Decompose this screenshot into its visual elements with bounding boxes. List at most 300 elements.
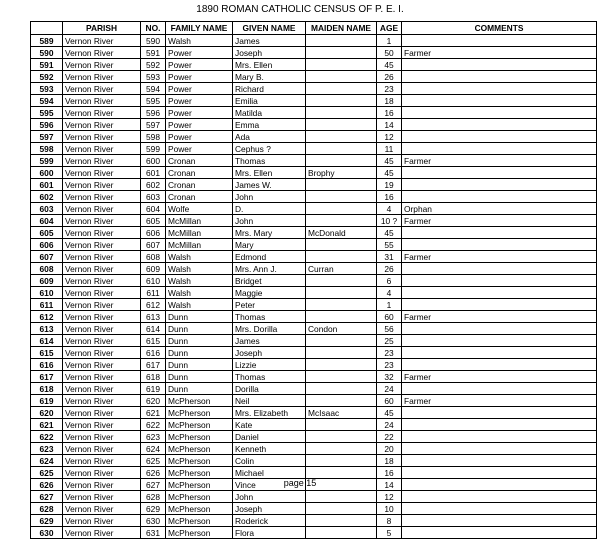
- page-number: page 15: [283, 478, 317, 488]
- cell-row-number: 609: [31, 275, 63, 287]
- cell-parish: Vernon River: [63, 179, 141, 191]
- table-row: [31, 395, 597, 407]
- cell-row-number: 591: [31, 59, 63, 71]
- cell-maiden-name: [306, 107, 377, 119]
- cell-comments: [402, 407, 597, 419]
- table-row: [31, 131, 597, 143]
- cell-maiden-name: [306, 35, 377, 47]
- cell-given-name: Maggie: [233, 287, 306, 299]
- table-row: [31, 239, 597, 251]
- cell-given-name: James: [233, 35, 306, 47]
- cell-no: 590: [141, 35, 166, 47]
- table-row: [31, 383, 597, 395]
- cell-comments: [402, 515, 597, 527]
- cell-family-name: McPherson: [166, 467, 233, 479]
- cell-age: 4: [377, 203, 402, 215]
- table-row: [31, 323, 597, 335]
- cell-given-name: Neil: [233, 395, 306, 407]
- cell-maiden-name: [306, 467, 377, 479]
- cell-row-number: 610: [31, 287, 63, 299]
- cell-maiden-name: [306, 275, 377, 287]
- table-row: [31, 203, 597, 215]
- cell-maiden-name: [306, 311, 377, 323]
- cell-family-name: Walsh: [166, 263, 233, 275]
- cell-age: 12: [377, 131, 402, 143]
- cell-no: 611: [141, 287, 166, 299]
- cell-row-number: 603: [31, 203, 63, 215]
- cell-row-number: 621: [31, 419, 63, 431]
- cell-row-number: 589: [31, 35, 63, 47]
- cell-no: 594: [141, 83, 166, 95]
- cell-given-name: Joseph: [233, 47, 306, 59]
- cell-maiden-name: [306, 119, 377, 131]
- cell-given-name: Richard: [233, 83, 306, 95]
- cell-comments: [402, 83, 597, 95]
- table-row: [31, 47, 597, 59]
- cell-family-name: McPherson: [166, 491, 233, 503]
- cell-parish: Vernon River: [63, 263, 141, 275]
- cell-no: 617: [141, 359, 166, 371]
- cell-parish: Vernon River: [63, 59, 141, 71]
- table-row: [31, 407, 597, 419]
- cell-family-name: Dunn: [166, 347, 233, 359]
- cell-no: 591: [141, 47, 166, 59]
- header-parish: PARISH: [63, 22, 141, 35]
- cell-comments: [402, 227, 597, 239]
- cell-given-name: Thomas: [233, 155, 306, 167]
- cell-given-name: Michael: [233, 467, 306, 479]
- cell-comments: [402, 107, 597, 119]
- cell-comments: Farmer: [402, 371, 597, 383]
- header-no: NO.: [141, 22, 166, 35]
- cell-maiden-name: McDonald: [306, 227, 377, 239]
- cell-no: 606: [141, 227, 166, 239]
- cell-no: 631: [141, 527, 166, 539]
- cell-parish: Vernon River: [63, 371, 141, 383]
- cell-age: 24: [377, 383, 402, 395]
- cell-parish: Vernon River: [63, 107, 141, 119]
- cell-maiden-name: [306, 359, 377, 371]
- table-row: [31, 311, 597, 323]
- cell-family-name: Dunn: [166, 383, 233, 395]
- cell-no: 623: [141, 431, 166, 443]
- cell-age: 14: [377, 479, 402, 491]
- cell-given-name: Joseph: [233, 503, 306, 515]
- cell-given-name: James W.: [233, 179, 306, 191]
- cell-maiden-name: Curran: [306, 263, 377, 275]
- cell-no: 596: [141, 107, 166, 119]
- cell-age: 12: [377, 491, 402, 503]
- cell-family-name: McPherson: [166, 407, 233, 419]
- table-row: [31, 95, 597, 107]
- cell-no: 599: [141, 143, 166, 155]
- cell-given-name: Lizzie: [233, 359, 306, 371]
- cell-comments: [402, 503, 597, 515]
- cell-given-name: Mrs. Ellen: [233, 167, 306, 179]
- cell-parish: Vernon River: [63, 455, 141, 467]
- table-row: [31, 59, 597, 71]
- cell-row-number: 620: [31, 407, 63, 419]
- cell-comments: Farmer: [402, 155, 597, 167]
- cell-family-name: McPherson: [166, 419, 233, 431]
- header-comments: COMMENTS: [402, 22, 597, 35]
- cell-maiden-name: [306, 335, 377, 347]
- cell-no: 622: [141, 419, 166, 431]
- cell-age: 16: [377, 107, 402, 119]
- cell-comments: Farmer: [402, 311, 597, 323]
- cell-given-name: Mrs. Mary: [233, 227, 306, 239]
- cell-family-name: Cronan: [166, 155, 233, 167]
- table-row: [31, 455, 597, 467]
- cell-comments: [402, 131, 597, 143]
- table-row: [31, 35, 597, 47]
- cell-no: 625: [141, 455, 166, 467]
- table-row: [31, 227, 597, 239]
- table-row: [31, 83, 597, 95]
- cell-age: 10 ?: [377, 215, 402, 227]
- cell-age: 16: [377, 467, 402, 479]
- table-row: [31, 491, 597, 503]
- cell-row-number: 625: [31, 467, 63, 479]
- cell-comments: Farmer: [402, 215, 597, 227]
- cell-given-name: Mrs. Ellen: [233, 59, 306, 71]
- cell-no: 607: [141, 239, 166, 251]
- cell-age: 18: [377, 455, 402, 467]
- cell-maiden-name: [306, 395, 377, 407]
- header-row: [31, 22, 597, 35]
- cell-family-name: McMillan: [166, 239, 233, 251]
- cell-maiden-name: [306, 155, 377, 167]
- cell-given-name: Joseph: [233, 347, 306, 359]
- cell-no: 618: [141, 371, 166, 383]
- cell-parish: Vernon River: [63, 443, 141, 455]
- cell-given-name: John: [233, 215, 306, 227]
- cell-parish: Vernon River: [63, 491, 141, 503]
- cell-family-name: Dunn: [166, 335, 233, 347]
- cell-maiden-name: [306, 71, 377, 83]
- page-title: 1890 ROMAN CATHOLIC CENSUS OF P. E. I.: [196, 4, 404, 15]
- cell-age: 56: [377, 323, 402, 335]
- cell-maiden-name: [306, 299, 377, 311]
- cell-maiden-name: [306, 95, 377, 107]
- cell-family-name: McPherson: [166, 431, 233, 443]
- cell-family-name: Walsh: [166, 275, 233, 287]
- cell-row-number: 607: [31, 251, 63, 263]
- cell-row-number: 592: [31, 71, 63, 83]
- cell-age: 32: [377, 371, 402, 383]
- cell-family-name: Dunn: [166, 311, 233, 323]
- cell-parish: Vernon River: [63, 131, 141, 143]
- cell-row-number: 627: [31, 491, 63, 503]
- cell-maiden-name: [306, 527, 377, 539]
- cell-maiden-name: [306, 347, 377, 359]
- cell-family-name: Cronan: [166, 179, 233, 191]
- cell-parish: Vernon River: [63, 119, 141, 131]
- cell-family-name: Power: [166, 131, 233, 143]
- cell-given-name: Ada: [233, 131, 306, 143]
- cell-given-name: Edmond: [233, 251, 306, 263]
- cell-family-name: Power: [166, 119, 233, 131]
- cell-no: 610: [141, 275, 166, 287]
- cell-parish: Vernon River: [63, 191, 141, 203]
- cell-no: 620: [141, 395, 166, 407]
- cell-maiden-name: [306, 131, 377, 143]
- header-row-number: [31, 22, 63, 35]
- cell-age: 55: [377, 239, 402, 251]
- cell-no: 603: [141, 191, 166, 203]
- cell-no: 605: [141, 215, 166, 227]
- cell-parish: Vernon River: [63, 203, 141, 215]
- cell-no: 616: [141, 347, 166, 359]
- header-age: AGE: [377, 22, 402, 35]
- cell-maiden-name: [306, 215, 377, 227]
- cell-row-number: 593: [31, 83, 63, 95]
- cell-comments: [402, 191, 597, 203]
- cell-family-name: McPherson: [166, 479, 233, 491]
- cell-age: 26: [377, 263, 402, 275]
- cell-family-name: McPherson: [166, 443, 233, 455]
- cell-age: 18: [377, 95, 402, 107]
- cell-no: 619: [141, 383, 166, 395]
- cell-row-number: 599: [31, 155, 63, 167]
- cell-maiden-name: [306, 83, 377, 95]
- cell-row-number: 630: [31, 527, 63, 539]
- cell-no: 592: [141, 59, 166, 71]
- cell-parish: Vernon River: [63, 95, 141, 107]
- cell-age: 50: [377, 47, 402, 59]
- cell-family-name: McPherson: [166, 455, 233, 467]
- cell-maiden-name: [306, 143, 377, 155]
- cell-family-name: Power: [166, 59, 233, 71]
- table-row: [31, 179, 597, 191]
- cell-given-name: Mrs. Ann J.: [233, 263, 306, 275]
- cell-no: 626: [141, 467, 166, 479]
- cell-row-number: 615: [31, 347, 63, 359]
- header-maiden-name: MAIDEN NAME: [306, 22, 377, 35]
- cell-age: 5: [377, 527, 402, 539]
- cell-age: 14: [377, 119, 402, 131]
- table-row: [31, 431, 597, 443]
- cell-row-number: 612: [31, 311, 63, 323]
- cell-age: 31: [377, 251, 402, 263]
- cell-no: 624: [141, 443, 166, 455]
- cell-age: 45: [377, 59, 402, 71]
- cell-age: 45: [377, 227, 402, 239]
- cell-given-name: Peter: [233, 299, 306, 311]
- table-row: [31, 143, 597, 155]
- cell-no: 601: [141, 167, 166, 179]
- cell-family-name: Power: [166, 95, 233, 107]
- cell-no: 593: [141, 71, 166, 83]
- cell-no: 608: [141, 251, 166, 263]
- cell-parish: Vernon River: [63, 167, 141, 179]
- cell-no: 595: [141, 95, 166, 107]
- table-row: [31, 527, 597, 539]
- cell-comments: [402, 467, 597, 479]
- table-row: [31, 467, 597, 479]
- cell-parish: Vernon River: [63, 275, 141, 287]
- cell-maiden-name: Brophy: [306, 167, 377, 179]
- cell-comments: [402, 263, 597, 275]
- cell-row-number: 596: [31, 119, 63, 131]
- table-row: [31, 215, 597, 227]
- cell-comments: [402, 323, 597, 335]
- cell-row-number: 605: [31, 227, 63, 239]
- cell-parish: Vernon River: [63, 143, 141, 155]
- cell-maiden-name: [306, 251, 377, 263]
- cell-age: 11: [377, 143, 402, 155]
- cell-comments: [402, 431, 597, 443]
- cell-comments: [402, 527, 597, 539]
- cell-given-name: Emma: [233, 119, 306, 131]
- cell-maiden-name: McIsaac: [306, 407, 377, 419]
- cell-comments: [402, 275, 597, 287]
- cell-no: 597: [141, 119, 166, 131]
- cell-row-number: 595: [31, 107, 63, 119]
- cell-family-name: Walsh: [166, 299, 233, 311]
- cell-no: 627: [141, 479, 166, 491]
- cell-family-name: Dunn: [166, 359, 233, 371]
- cell-given-name: Dorilla: [233, 383, 306, 395]
- table-row: [31, 155, 597, 167]
- cell-family-name: Cronan: [166, 191, 233, 203]
- cell-comments: [402, 443, 597, 455]
- census-table: [30, 21, 597, 539]
- cell-given-name: James: [233, 335, 306, 347]
- cell-parish: Vernon River: [63, 83, 141, 95]
- cell-maiden-name: [306, 287, 377, 299]
- cell-family-name: Cronan: [166, 167, 233, 179]
- cell-comments: [402, 35, 597, 47]
- cell-given-name: John: [233, 191, 306, 203]
- cell-row-number: 598: [31, 143, 63, 155]
- table-row: [31, 419, 597, 431]
- cell-family-name: Walsh: [166, 35, 233, 47]
- cell-row-number: 624: [31, 455, 63, 467]
- cell-age: 22: [377, 431, 402, 443]
- cell-given-name: Daniel: [233, 431, 306, 443]
- cell-parish: Vernon River: [63, 335, 141, 347]
- cell-age: 60: [377, 311, 402, 323]
- cell-row-number: 628: [31, 503, 63, 515]
- cell-no: 598: [141, 131, 166, 143]
- cell-maiden-name: [306, 503, 377, 515]
- cell-family-name: McMillan: [166, 227, 233, 239]
- cell-maiden-name: [306, 371, 377, 383]
- cell-given-name: Flora: [233, 527, 306, 539]
- cell-parish: Vernon River: [63, 155, 141, 167]
- cell-comments: [402, 59, 597, 71]
- cell-given-name: Bridget: [233, 275, 306, 287]
- cell-age: 1: [377, 35, 402, 47]
- cell-maiden-name: [306, 239, 377, 251]
- cell-age: 24: [377, 419, 402, 431]
- cell-parish: Vernon River: [63, 323, 141, 335]
- cell-row-number: 604: [31, 215, 63, 227]
- cell-parish: Vernon River: [63, 215, 141, 227]
- table-row: [31, 119, 597, 131]
- cell-no: 614: [141, 323, 166, 335]
- cell-row-number: 622: [31, 431, 63, 443]
- cell-row-number: 606: [31, 239, 63, 251]
- cell-age: 45: [377, 167, 402, 179]
- cell-row-number: 602: [31, 191, 63, 203]
- cell-family-name: Dunn: [166, 323, 233, 335]
- cell-maiden-name: [306, 191, 377, 203]
- cell-age: 25: [377, 335, 402, 347]
- cell-parish: Vernon River: [63, 515, 141, 527]
- cell-maiden-name: [306, 431, 377, 443]
- cell-age: 45: [377, 155, 402, 167]
- cell-comments: [402, 383, 597, 395]
- cell-parish: Vernon River: [63, 383, 141, 395]
- cell-row-number: 618: [31, 383, 63, 395]
- cell-age: 26: [377, 71, 402, 83]
- cell-no: 615: [141, 335, 166, 347]
- cell-given-name: D.: [233, 203, 306, 215]
- cell-no: 630: [141, 515, 166, 527]
- cell-family-name: McPherson: [166, 395, 233, 407]
- cell-row-number: 601: [31, 179, 63, 191]
- cell-comments: [402, 491, 597, 503]
- cell-row-number: 614: [31, 335, 63, 347]
- cell-age: 60: [377, 395, 402, 407]
- cell-maiden-name: [306, 383, 377, 395]
- cell-age: 23: [377, 83, 402, 95]
- cell-maiden-name: [306, 47, 377, 59]
- cell-comments: [402, 143, 597, 155]
- cell-comments: [402, 239, 597, 251]
- cell-family-name: Power: [166, 83, 233, 95]
- cell-no: 621: [141, 407, 166, 419]
- cell-family-name: Power: [166, 143, 233, 155]
- cell-comments: [402, 347, 597, 359]
- cell-family-name: Wolfe: [166, 203, 233, 215]
- cell-row-number: 590: [31, 47, 63, 59]
- cell-given-name: Colin: [233, 455, 306, 467]
- census-body: [31, 35, 597, 539]
- cell-age: 45: [377, 407, 402, 419]
- header-given-name: GIVEN NAME: [233, 22, 306, 35]
- cell-parish: Vernon River: [63, 311, 141, 323]
- cell-given-name: Roderick: [233, 515, 306, 527]
- cell-comments: [402, 359, 597, 371]
- cell-maiden-name: [306, 419, 377, 431]
- cell-row-number: 619: [31, 395, 63, 407]
- cell-given-name: Emilia: [233, 95, 306, 107]
- cell-age: 23: [377, 347, 402, 359]
- cell-row-number: 600: [31, 167, 63, 179]
- cell-parish: Vernon River: [63, 419, 141, 431]
- cell-row-number: 613: [31, 323, 63, 335]
- cell-family-name: McPherson: [166, 527, 233, 539]
- cell-maiden-name: [306, 455, 377, 467]
- cell-given-name: Mrs. Elizabeth: [233, 407, 306, 419]
- cell-parish: Vernon River: [63, 287, 141, 299]
- cell-parish: Vernon River: [63, 47, 141, 59]
- cell-given-name: Kate: [233, 419, 306, 431]
- cell-no: 600: [141, 155, 166, 167]
- cell-family-name: McPherson: [166, 503, 233, 515]
- cell-parish: Vernon River: [63, 71, 141, 83]
- cell-age: 6: [377, 275, 402, 287]
- cell-maiden-name: [306, 179, 377, 191]
- cell-row-number: 597: [31, 131, 63, 143]
- header-family-name: FAMILY NAME: [166, 22, 233, 35]
- cell-given-name: Mary: [233, 239, 306, 251]
- cell-maiden-name: [306, 515, 377, 527]
- cell-comments: [402, 419, 597, 431]
